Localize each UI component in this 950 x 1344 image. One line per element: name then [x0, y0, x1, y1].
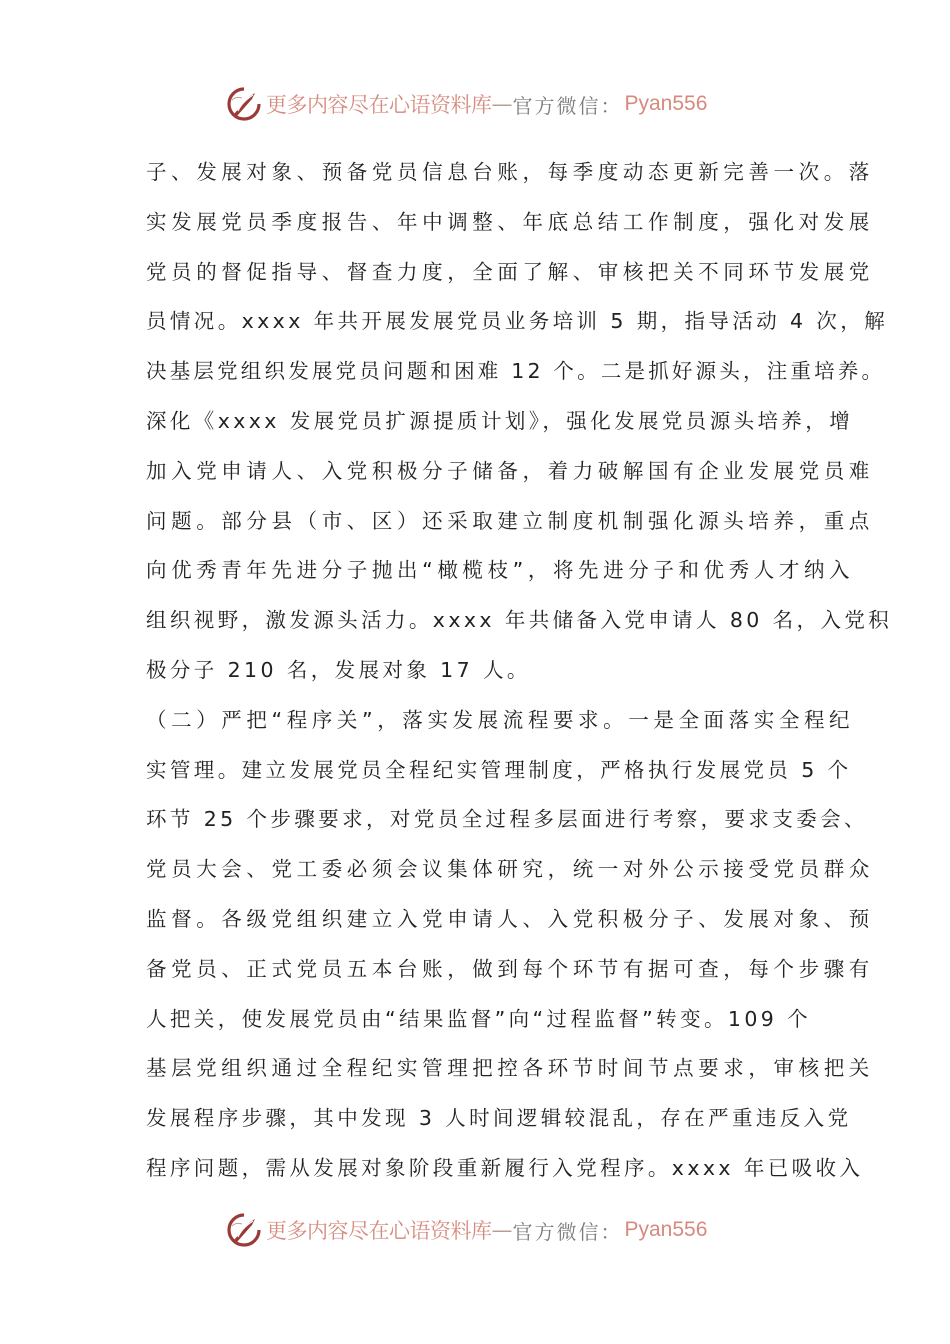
text-line: 人把关，使发展党员由“结果监督”向“过程监督”转变。109 个: [146, 1006, 812, 1031]
text-line: 实管理。建立发展党员全程纪实管理制度，严格执行发展党员 5 个: [146, 757, 852, 782]
text-line: 实发展党员季度报告、年中调整、年底总结工作制度，强化对发展: [146, 209, 874, 234]
footer-watermark-banner: [226, 1210, 707, 1250]
text-line: 党员大会、党工委必须会议集体研究，统一对外公示接受党员群众: [146, 857, 874, 882]
text-line: 员情况。xxxx 年共开展发展党员业务培训 5 期，指导活动 4 次，解: [146, 309, 889, 334]
text-line: 基层党组织通过全程纪实管理把控各环节时间节点要求，审核把关: [146, 1056, 874, 1081]
text-line: 向优秀青年先进分子抛出“橄榄枝”，将先进分子和优秀人才纳入: [146, 558, 855, 583]
banner-dash: —: [491, 1218, 513, 1242]
text-line: 组织视野，激发源头活力。xxxx 年共储备入党申请人 80 名，入党积: [146, 608, 893, 633]
banner-title: 更多内容尽在心语资料库: [266, 93, 492, 117]
quill-pen-logo-icon: [226, 86, 262, 122]
text-line: 程序问题，需从发展对象阶段重新履行入党程序。xxxx 年已吸收入: [146, 1155, 864, 1180]
text-line: 环节 25 个步骤要求，对党员全过程多层面进行考察，要求支委会、: [146, 807, 868, 832]
document-body: [146, 148, 893, 1194]
text-line: 深化《xxxx 发展党员扩源提质计划》，强化发展党员源头培养，增: [146, 408, 854, 433]
text-line: 监督。各级党组织建立入党申请人、入党积极分子、发展对象、预: [146, 906, 874, 931]
banner-wechat-handle: Pyan556: [624, 1218, 708, 1241]
text-line: 子、发展对象、预备党员信息台账，每季度动态更新完善一次。落: [146, 160, 874, 184]
banner-dash: —: [491, 92, 513, 116]
text-line: 发展程序步骤，其中发现 3 人时间逻辑较混乱，存在严重违反入党: [146, 1106, 852, 1131]
banner-title: 更多内容尽在心语资料库: [266, 1219, 492, 1243]
text-line: 备党员、正式党员五本台账，做到每个环节有据可查，每个步骤有: [146, 956, 874, 981]
header-watermark-banner: [226, 84, 707, 124]
banner-wechat-label: 官方微信：: [512, 1219, 623, 1244]
text-line: 问题。部分县（市、区）还采取建立制度机制强化源头培养，重点: [146, 508, 874, 533]
section-heading-line: （二）严把“程序关”，落实发展流程要求。一是全面落实全程纪: [146, 707, 855, 732]
quill-pen-logo-icon: [226, 1212, 262, 1248]
text-line: 党员的督促指导、督查力度，全面了解、审核把关不同环节发展党: [146, 259, 874, 284]
text-line: 极分子 210 名，发展对象 17 人。: [146, 657, 531, 682]
banner-wechat-label: 官方微信：: [512, 93, 623, 118]
text-line: 加入党申请人、入党积极分子储备，着力破解国有企业发展党员难: [146, 458, 874, 483]
text-line: 决基层党组织发展党员问题和困难 12 个。二是抓好源头，注重培养。: [146, 359, 886, 384]
banner-wechat-handle: Pyan556: [624, 92, 708, 115]
